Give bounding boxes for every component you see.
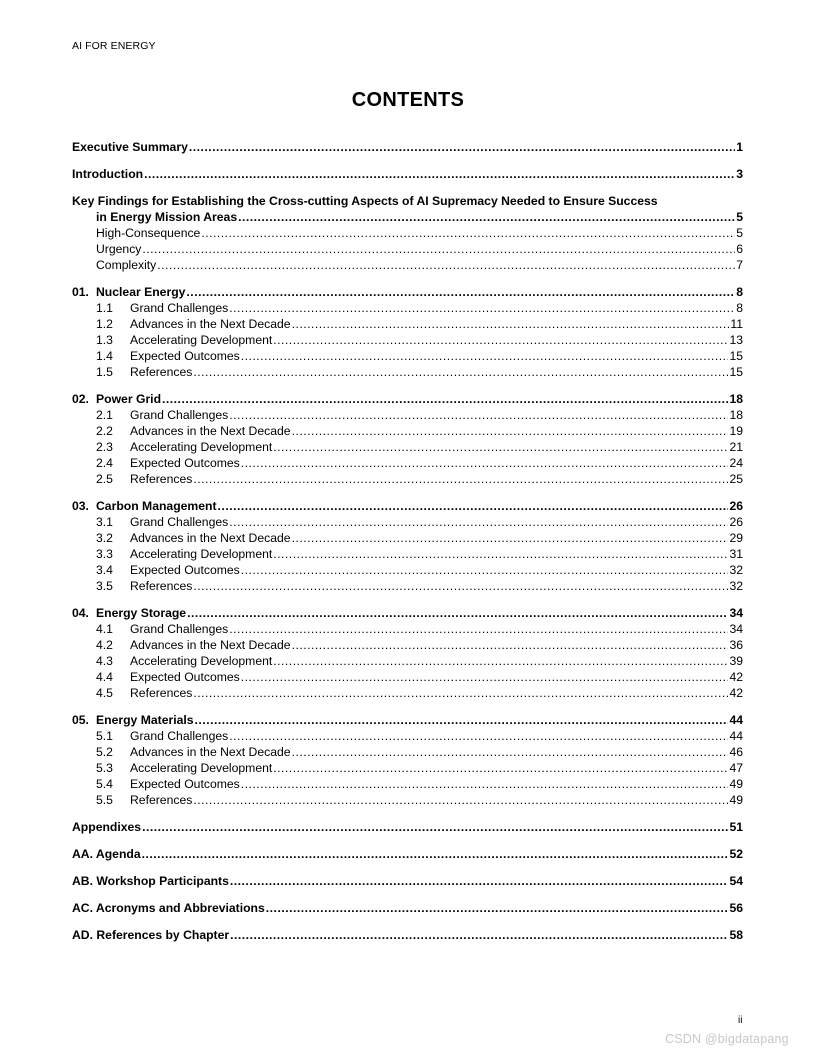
toc-entry-label: in Energy Mission Areas [96,210,238,224]
toc-entry-number: 5.2 [96,745,113,759]
toc-entry-number: 5.1 [96,729,113,743]
toc-section-entry[interactable] [72,332,743,348]
toc-entry-label [96,776,240,792]
toc-chapter-entry[interactable] [72,391,743,407]
toc-entry-number: 4.4 [96,670,113,684]
chapter-number: 04. [72,606,89,620]
toc-entry-label: Executive Summary [72,140,188,154]
dot-leader [292,423,729,439]
toc-entry-label [72,605,186,621]
toc-entry-page: 32 [729,563,743,577]
toc-entry-text: Expected Outcomes [130,349,240,363]
toc-chapter-block [72,712,743,808]
toc-entry-text: Advances in the Next Decade [130,317,291,331]
toc-entry-page: 8 [736,285,743,299]
toc-section-entry[interactable] [72,653,743,669]
toc-entry-introduction[interactable] [72,166,743,182]
dot-leader [266,900,729,916]
toc-section-entry[interactable] [72,578,743,594]
dot-leader [292,637,729,653]
toc-section-entry[interactable] [72,744,743,760]
toc-entry-label [96,728,228,744]
dot-leader [229,300,735,316]
dot-leader [292,316,730,332]
toc-entry-number: 5.3 [96,761,113,775]
toc-entry-label [96,685,192,701]
chapter-number: 01. [72,285,89,299]
toc-entry-text: Grand Challenges [130,729,229,743]
toc-entry-label [96,760,272,776]
toc-chapter-entry[interactable] [72,605,743,621]
toc-entry-text: Advances in the Next Decade [130,424,291,438]
toc-entry-label [96,637,291,653]
toc-entry-label [96,364,192,380]
toc-entry-label: AA. Agenda [72,847,141,861]
toc-entry-label [96,439,272,455]
toc-entry-label [96,530,291,546]
toc-entry-text: Expected Outcomes [130,670,240,684]
toc-entry-number: 2.1 [96,408,113,422]
toc-entry-label: Appendixes [72,820,142,834]
toc-entry-high-consequence[interactable] [72,225,743,241]
toc-entry-text: Grand Challenges [130,301,229,315]
toc-section-entry[interactable] [72,685,743,701]
toc-entry-page: 29 [729,531,743,545]
toc-section-entry[interactable] [72,423,743,439]
dot-leader [238,209,735,225]
toc-entry-label [72,712,194,728]
table-of-contents [72,139,743,943]
toc-entry-label: Complexity [96,258,157,272]
toc-section-entry[interactable] [72,562,743,578]
dot-leader [142,241,735,257]
dot-leader [241,348,729,364]
toc-entry-label [96,332,272,348]
toc-entry-page: 52 [729,847,743,861]
toc-entry-page: 6 [736,242,743,256]
dot-leader [229,514,728,530]
toc-chapter-block [72,605,743,701]
toc-section-entry[interactable] [72,621,743,637]
toc-entry-number: 4.1 [96,622,113,636]
toc-entry-page: 42 [729,686,743,700]
toc-entry-page: 3 [736,167,743,181]
toc-section-entry[interactable] [72,364,743,380]
toc-entry-number: 5.5 [96,793,113,807]
toc-entry-page: 36 [729,638,743,652]
toc-section-entry[interactable] [72,669,743,685]
toc-block-key-findings [72,193,743,273]
dot-leader [292,530,729,546]
toc-section-entry[interactable] [72,637,743,653]
toc-entry-page: 26 [729,515,743,529]
toc-entry-number: 3.5 [96,579,113,593]
toc-entry-label [72,498,217,514]
dot-leader [218,498,729,514]
toc-entry-executive-summary[interactable] [72,139,743,155]
dot-leader [187,605,728,621]
toc-entry-page: 13 [729,333,743,347]
toc-section-entry[interactable] [72,760,743,776]
dot-leader [201,225,735,241]
dot-leader [193,471,728,487]
chapter-title: Power Grid [96,392,162,406]
toc-entry-number: 1.3 [96,333,113,347]
dot-leader [273,760,728,776]
chapter-title: Nuclear Energy [96,285,186,299]
toc-entry-label [96,514,228,530]
toc-section-entry[interactable] [72,455,743,471]
toc-entry-label [96,546,272,562]
dot-leader [162,391,728,407]
toc-entry-label [96,348,240,364]
toc-entry-page: 39 [729,654,743,668]
toc-section-entry[interactable] [72,348,743,364]
dot-leader [273,439,728,455]
toc-entry-page: 1 [736,140,743,154]
toc-entry-page: 18 [729,392,743,406]
chapter-title: Energy Storage [96,606,187,620]
toc-appendix-entry[interactable] [72,846,743,862]
toc-entry-label [96,653,272,669]
toc-entry-page: 34 [729,606,743,620]
dot-leader [189,139,735,155]
toc-entry-number: 3.4 [96,563,113,577]
chapter-title: Energy Materials [96,713,194,727]
toc-entry-page: 46 [729,745,743,759]
toc-entry-complexity[interactable] [72,257,743,273]
toc-entry-number: 1.1 [96,301,113,315]
toc-entry-label [72,284,185,300]
toc-entry-label: High-Consequence [96,226,201,240]
toc-entry-text: References [130,686,193,700]
toc-entry-text: Accelerating Development [130,440,273,454]
toc-section-entry[interactable] [72,316,743,332]
toc-entry-text: References [130,365,193,379]
toc-entry-page: 18 [729,408,743,422]
toc-entry-page: 49 [729,793,743,807]
toc-entry-page: 11 [730,317,743,331]
toc-entry-label [72,391,161,407]
chapter-number: 05. [72,713,89,727]
toc-appendices [72,819,743,943]
toc-entry-number: 4.2 [96,638,113,652]
toc-section-entry[interactable] [72,514,743,530]
dot-leader [229,407,728,423]
toc-entry-page: 19 [729,424,743,438]
toc-entry-page: 44 [729,729,743,743]
toc-chapter-block [72,284,743,380]
toc-section-entry[interactable] [72,776,743,792]
toc-chapter-block [72,391,743,487]
toc-entry-label [96,423,291,439]
toc-entry-page: 32 [729,579,743,593]
chapter-number: 03. [72,499,89,513]
dot-leader [273,653,728,669]
toc-entry-page: 7 [736,258,743,272]
toc-entry-number: 2.5 [96,472,113,486]
dot-leader [229,728,728,744]
dot-leader [193,578,728,594]
toc-entry-page: 56 [729,901,743,915]
toc-chapter-block [72,498,743,594]
toc-entry-label [96,316,291,332]
toc-entry-label [96,407,228,423]
dot-leader [193,364,728,380]
toc-entry-page: 54 [729,874,743,888]
toc-appendix-entry[interactable] [72,900,743,916]
toc-entry-page: 49 [729,777,743,791]
toc-entry-text: Grand Challenges [130,515,229,529]
toc-entry-label [96,471,192,487]
toc-entry-key-findings-line1[interactable]: Key Findings for Establishing the Cross-cutting Aspects of AI Supremacy Needed to Ensure Success [72,194,658,208]
toc-entry-label [96,562,240,578]
toc-entry-page: 15 [729,349,743,363]
toc-entry-text: References [130,579,193,593]
toc-entry-page: 5 [736,210,743,224]
toc-entry-text: Expected Outcomes [130,563,240,577]
toc-section-entry[interactable] [72,407,743,423]
toc-entry-page: 26 [729,499,743,513]
toc-section-entry[interactable] [72,439,743,455]
toc-entry-number: 1.2 [96,317,113,331]
toc-entry-number: 3.2 [96,531,113,545]
toc-entry-label [96,744,291,760]
toc-entry-label: AB. Workshop Participants [72,874,229,888]
toc-entry-label [96,455,240,471]
dot-leader [292,744,729,760]
toc-entry-label: AD. References by Chapter [72,928,230,942]
dot-leader [144,166,735,182]
toc-entry-number: 2.2 [96,424,113,438]
toc-entry-number: 4.5 [96,686,113,700]
toc-entry-label [96,300,228,316]
toc-entry-page: 5 [736,226,743,240]
toc-entry-number: 3.3 [96,547,113,561]
toc-entry-text: Grand Challenges [130,408,229,422]
toc-entry-text: Advances in the Next Decade [130,531,291,545]
toc-entry-number: 3.1 [96,515,113,529]
toc-entry-page: 21 [729,440,743,454]
toc-entry-text: Accelerating Development [130,654,273,668]
toc-entry-number: 5.4 [96,777,113,791]
toc-entry-label: AC. Acronyms and Abbreviations [72,901,265,915]
toc-entry-text: Expected Outcomes [130,777,240,791]
dot-leader [142,846,729,862]
dot-leader [193,685,728,701]
toc-entry-page: 8 [736,301,743,315]
toc-entry-label [96,621,228,637]
toc-entry-text: References [130,472,193,486]
toc-entry-urgency[interactable] [72,241,743,257]
page-number: ii [738,1015,743,1026]
toc-entry-number: 1.5 [96,365,113,379]
toc-entry-label: Introduction [72,167,144,181]
toc-entry-page: 47 [729,761,743,775]
page-title: CONTENTS [351,89,465,111]
toc-entry-page: 15 [729,365,743,379]
toc-section-entry[interactable] [72,728,743,744]
watermark: CSDN @bigdatapang [665,1032,789,1046]
toc-entry-label [96,578,192,594]
toc-section-entry[interactable] [72,792,743,808]
toc-entry-number: 2.3 [96,440,113,454]
toc-entry-number: 2.4 [96,456,113,470]
toc-entry-text: Advances in the Next Decade [130,638,291,652]
chapter-title: Carbon Management [96,499,217,513]
toc-entry-page: 42 [729,670,743,684]
dot-leader [157,257,735,273]
toc-chapters [72,284,743,808]
toc-section-entry[interactable] [72,471,743,487]
dot-leader [241,776,729,792]
toc-chapter-entry[interactable] [72,284,743,300]
toc-entry-page: 25 [729,472,743,486]
toc-section-entry[interactable] [72,300,743,316]
toc-entry-number: 4.3 [96,654,113,668]
toc-entry-page: 24 [729,456,743,470]
toc-appendix-entry[interactable] [72,873,743,889]
toc-entry-number: 1.4 [96,349,113,363]
dot-leader [230,927,728,943]
toc-entry-text: Grand Challenges [130,622,229,636]
toc-entry-label [96,669,240,685]
toc-appendix-entry[interactable] [72,927,743,943]
toc-entry-text: Accelerating Development [130,333,273,347]
dot-leader [273,546,728,562]
toc-entry-text: Accelerating Development [130,761,273,775]
toc-entry-page: 34 [729,622,743,636]
toc-entry-page: 44 [729,713,743,727]
toc-entry-text: References [130,793,193,807]
dot-leader [273,332,728,348]
dot-leader [241,562,729,578]
dot-leader [195,712,729,728]
toc-entry-page: 58 [729,928,743,942]
toc-appendix-entry[interactable] [72,819,743,835]
chapter-number: 02. [72,392,89,406]
toc-entry-text: Expected Outcomes [130,456,240,470]
toc-section-entry[interactable] [72,530,743,546]
toc-entry-label [96,792,192,808]
toc-chapter-entry[interactable] [72,712,743,728]
running-header: AI FOR ENERGY [72,40,156,52]
dot-leader [193,792,728,808]
toc-section-entry[interactable] [72,546,743,562]
toc-entry-key-findings[interactable] [72,209,743,225]
toc-entry-label: Urgency [96,242,142,256]
toc-entry-text: Accelerating Development [130,547,273,561]
dot-leader [241,455,729,471]
toc-entry-page: 31 [729,547,743,561]
dot-leader [229,621,728,637]
toc-entry-text: Advances in the Next Decade [130,745,291,759]
dot-leader [186,284,735,300]
dot-leader [241,669,729,685]
dot-leader [230,873,729,889]
toc-chapter-entry[interactable] [72,498,743,514]
toc-entry-page: 51 [729,820,743,834]
dot-leader [142,819,728,835]
